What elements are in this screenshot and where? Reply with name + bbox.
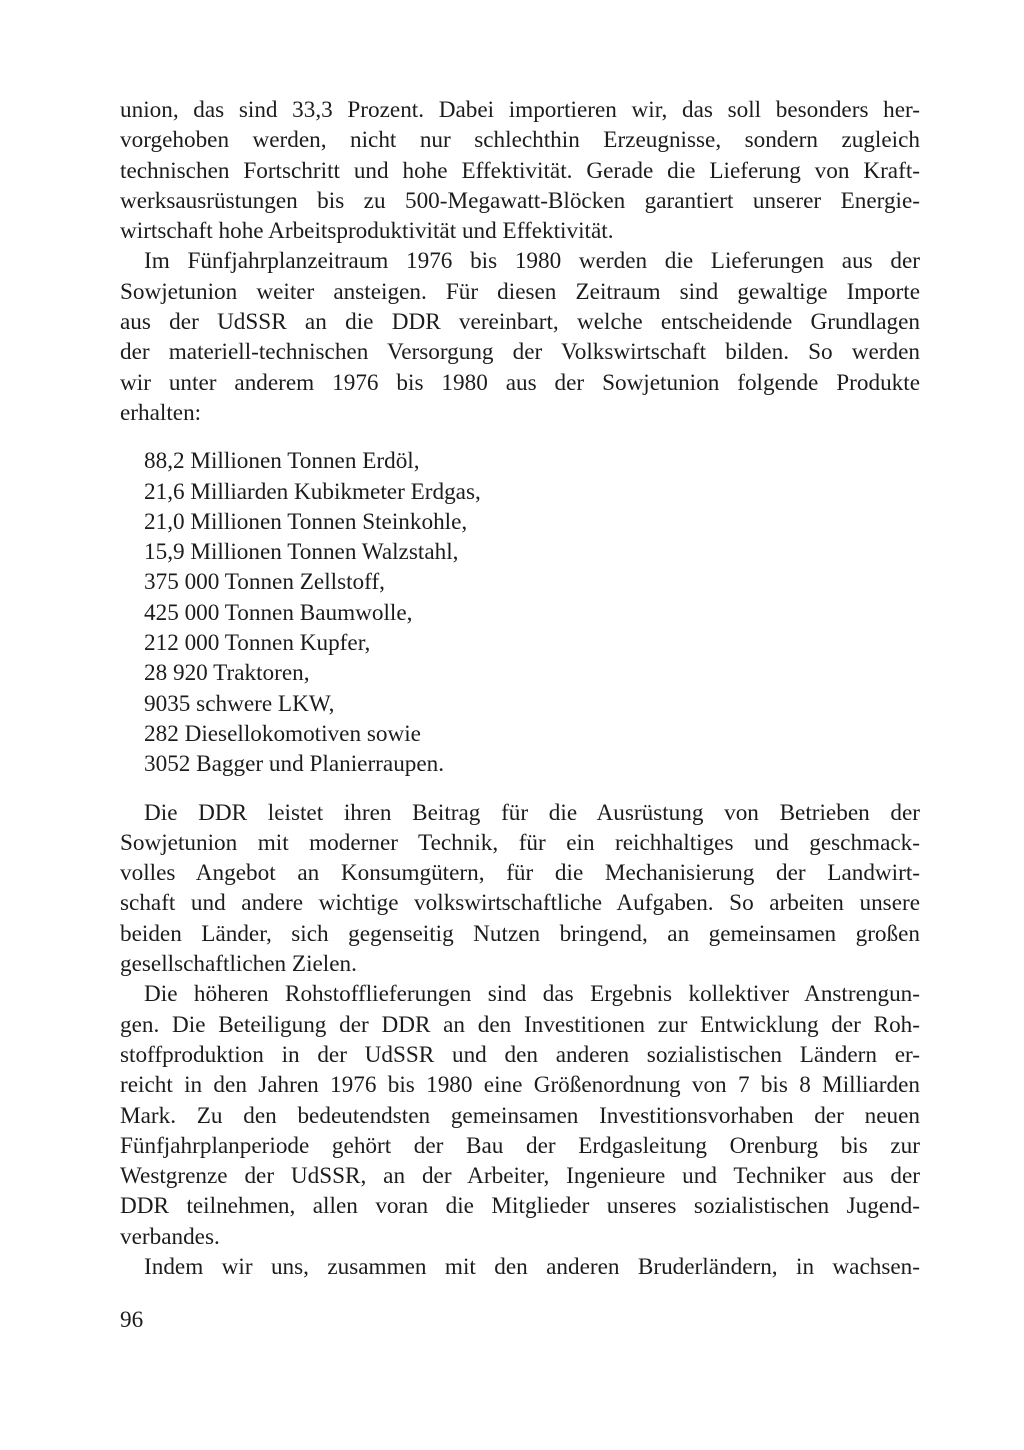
text-line: volles Angebot an Konsumgütern, für die Mechanisierung der Landwirt- — [120, 860, 920, 887]
list-item: 21,6 Milliarden Kubikmeter Erdgas, — [144, 478, 481, 505]
text-line: Die DDR leistet ihren Beitrag für die Ausrüstung von Betrieben der — [144, 799, 920, 826]
text-line: verbandes. — [120, 1223, 220, 1250]
list-item: 28 920 Traktoren, — [144, 660, 310, 687]
paragraph-5 — [120, 1252, 920, 1282]
text-line: beiden Länder, sich gegenseitig Nutzen bringend, an gemeinsamen großen — [120, 920, 920, 947]
paragraph-4 — [120, 979, 920, 1252]
text-line: union, das sind 33,3 Prozent. Dabei importieren wir, das soll besonders her- — [120, 97, 920, 123]
text-line: Sowjetunion mit moderner Technik, für ein reichhaltiges und geschmack- — [120, 829, 920, 856]
paragraph-1 — [120, 95, 920, 246]
list-item: 282 Diesellokomotiven sowie — [144, 720, 421, 747]
text-line: vorgehoben werden, nicht nur schlechthin Erzeugnisse, sondern zugleich — [120, 127, 920, 154]
text-line: schaft und andere wichtige volkswirtschaftliche Aufgaben. So arbeiten unsere — [120, 890, 920, 917]
text-line: erhalten: — [120, 399, 202, 426]
list-item: 212 000 Tonnen Kupfer, — [144, 630, 371, 657]
text-line: wir unter anderem 1976 bis 1980 aus der Sowjetunion folgende Produkte — [120, 369, 920, 396]
text-line: Mark. Zu den bedeutendsten gemeinsamen Investitionsvorhaben der neuen — [120, 1102, 920, 1129]
text-line: reicht in den Jahren 1976 bis 1980 eine Größenordnung von 7 bis 8 Milliarden — [120, 1072, 920, 1099]
list-item: 375 000 Tonnen Zellstoff, — [144, 569, 385, 596]
text-line: der materiell-technischen Versorgung der Volkswirtschaft bilden. So werden — [120, 339, 920, 366]
paragraph-3 — [120, 798, 920, 980]
text-line: gen. Die Beteiligung der DDR an den Investitionen zur Entwicklung der Roh- — [120, 1011, 920, 1038]
page-body — [120, 95, 920, 1282]
text-line: Die höheren Rohstofflieferungen sind das Ergebnis kollektiver Anstrengun- — [144, 981, 920, 1008]
list-item: 21,0 Millionen Tonnen Steinkohle, — [144, 508, 468, 535]
text-line: Sowjetunion weiter ansteigen. Für diesen Zeitraum sind gewaltige Importe — [120, 278, 920, 305]
text-line: technischen Fortschritt und hohe Effektivität. Gerade die Lieferung von Kraft- — [120, 157, 920, 184]
text-line: wirtschaft hohe Arbeitsproduktivität und Effektivität. — [120, 218, 614, 245]
text-line: stoffproduktion in der UdSSR und den anderen sozialistischen Ländern er- — [120, 1041, 920, 1068]
text-line: Fünfjahrplanperiode gehört der Bau der Erdgasleitung Orenburg bis zur — [120, 1132, 920, 1159]
text-line: DDR teilnehmen, allen voran die Mitglieder unseres sozialistischen Jugend- — [120, 1193, 920, 1220]
text-line: werksausrüstungen bis zu 500-Megawatt-Blöcken garantiert unserer Energie- — [120, 187, 920, 214]
page-number: 96 — [120, 1307, 144, 1333]
paragraph-2 — [120, 246, 920, 428]
text-line: Im Fünfjahrplanzeitraum 1976 bis 1980 werden die Lieferungen aus der — [144, 248, 920, 275]
text-line: gesellschaftlichen Zielen. — [120, 951, 357, 978]
text-line: Westgrenze der UdSSR, an der Arbeiter, Ingenieure und Techniker aus der — [120, 1163, 920, 1190]
text-line: Indem wir uns, zusammen mit den anderen Bruderländern, in wachsen- — [144, 1253, 920, 1280]
product-list — [120, 446, 920, 779]
list-item: 9035 schwere LKW, — [144, 690, 335, 717]
list-item: 15,9 Millionen Tonnen Walzstahl, — [144, 539, 459, 566]
list-item: 88,2 Millionen Tonnen Erdöl, — [144, 448, 420, 475]
list-item: 425 000 Tonnen Baumwolle, — [144, 599, 413, 626]
list-item: 3052 Bagger und Planierraupen. — [144, 751, 445, 778]
text-line: aus der UdSSR an die DDR vereinbart, welche entscheidende Grundlagen — [120, 309, 920, 336]
